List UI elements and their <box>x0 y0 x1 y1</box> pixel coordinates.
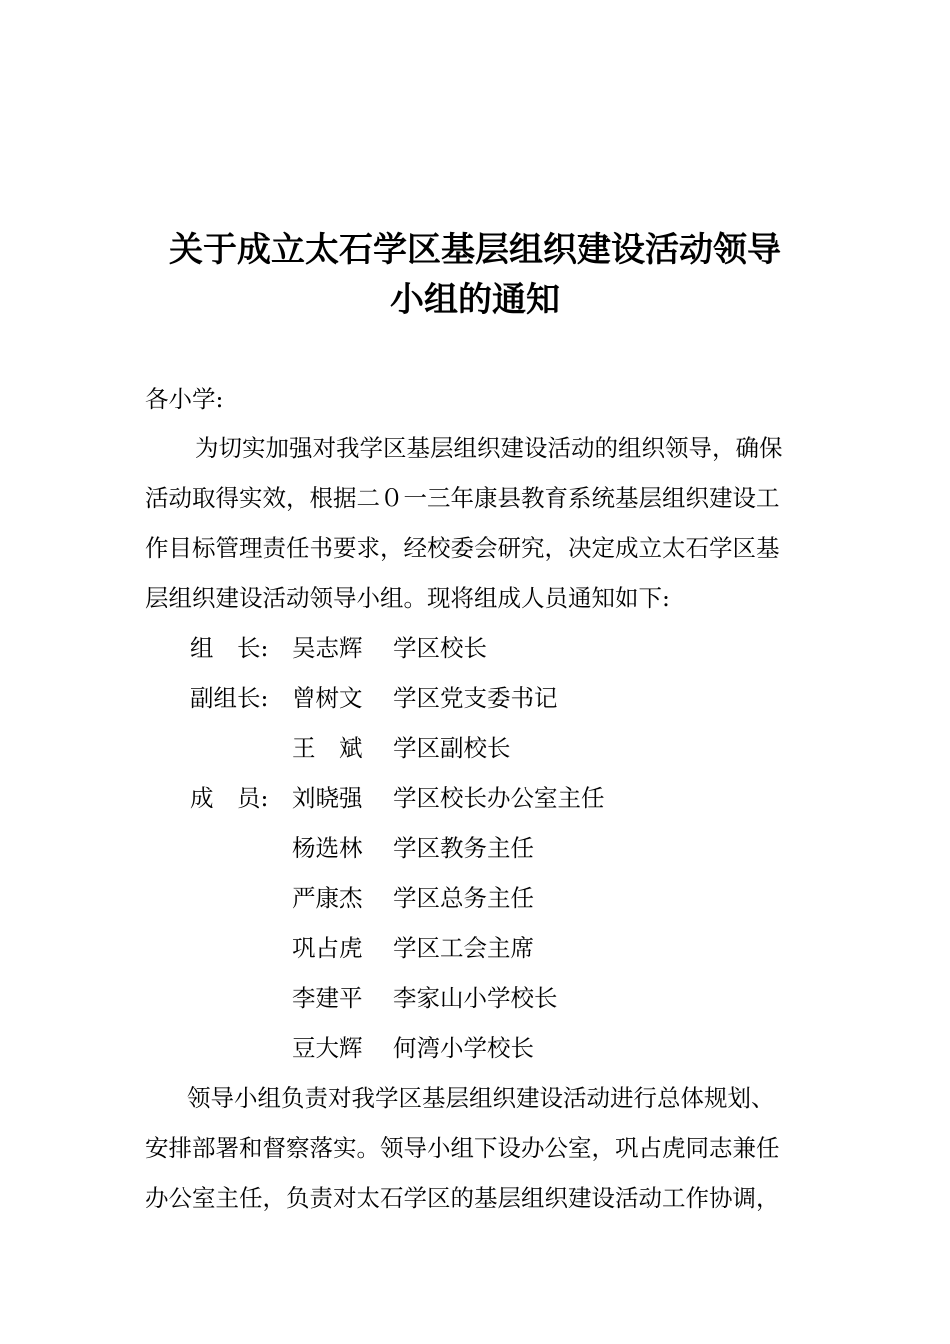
member-name: 李建平 <box>292 984 363 1012</box>
member-row <box>0 733 950 763</box>
member-row <box>0 983 950 1013</box>
member-position: 何湾小学校长 <box>393 1034 534 1062</box>
paragraph-1-line-4: 层组织建设活动领导小组。现将组成人员通知如下: <box>145 584 670 612</box>
paragraph-2-line-3: 办公室主任，负责对太石学区的基层组织建设活动工作协调， <box>145 1184 780 1212</box>
document-title-line-2: 小组的通知 <box>390 280 560 320</box>
member-position: 学区教务主任 <box>393 834 534 862</box>
member-name: 吴志辉 <box>292 634 363 662</box>
member-name: 刘晓强 <box>292 784 363 812</box>
paragraph-1-line-2: 活动取得实效，根据二０一三年康县教育系统基层组织建设工 <box>145 484 780 512</box>
member-name: 豆大辉 <box>292 1034 363 1062</box>
member-position: 学区校长 <box>393 634 487 662</box>
salutation: 各小学: <box>145 385 224 413</box>
member-row <box>0 683 950 713</box>
paragraph-2-line-2: 安排部署和督察落实。领导小组下设办公室，巩占虎同志兼任 <box>145 1134 780 1162</box>
paragraph-1-line-1: 为切实加强对我学区基层组织建设活动的组织领导，确保 <box>195 434 783 462</box>
document-title-line-1: 关于成立太石学区基层组织建设活动领导 <box>169 230 781 270</box>
paragraph-2-line-1: 领导小组负责对我学区基层组织建设活动进行总体规划、 <box>187 1084 775 1112</box>
member-role: 副组长: <box>190 684 269 712</box>
member-name: 王 斌 <box>292 734 363 762</box>
member-position: 学区校长办公室主任 <box>393 784 605 812</box>
member-position: 学区党支委书记 <box>393 684 558 712</box>
member-position: 学区副校长 <box>393 734 511 762</box>
member-row <box>0 833 950 863</box>
member-role: 成 员: <box>190 784 269 812</box>
member-row <box>0 633 950 663</box>
member-position: 学区总务主任 <box>393 884 534 912</box>
member-row <box>0 1033 950 1063</box>
paragraph-1-line-3: 作目标管理责任书要求，经校委会研究，决定成立太石学区基 <box>145 534 780 562</box>
member-position: 李家山小学校长 <box>393 984 558 1012</box>
member-name: 严康杰 <box>292 884 363 912</box>
member-name: 巩占虎 <box>292 934 363 962</box>
member-role: 组 长: <box>190 634 269 662</box>
member-position: 学区工会主席 <box>393 934 534 962</box>
member-row <box>0 933 950 963</box>
member-name: 曾树文 <box>292 684 363 712</box>
member-name: 杨选林 <box>292 834 363 862</box>
member-row <box>0 883 950 913</box>
member-row <box>0 783 950 813</box>
